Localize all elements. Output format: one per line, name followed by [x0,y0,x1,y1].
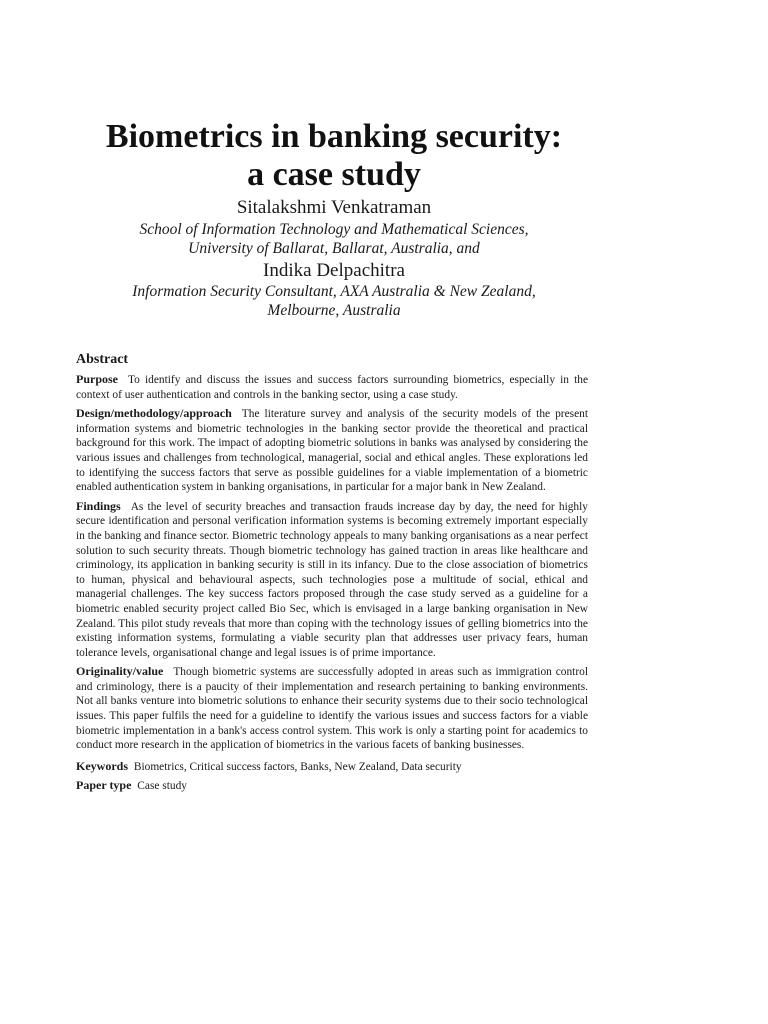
affiliation-2-line-1: Information Security Consultant, AXA Australia & New Zealand, [132,283,536,300]
abstract-design [76,406,588,495]
paper-title [0,118,668,194]
purpose-text: To identify and discuss the issues and success factors surrounding biometrics, especially in the context of user authentication and controls in the banking sector, using a case study. [76,374,588,401]
affiliation-1-line-1: School of Information Technology and Mathematical Sciences, [139,221,529,238]
paper-type-line [76,778,588,794]
keywords-line [76,759,588,775]
purpose-label: Purpose [76,372,118,386]
author-name-2: Indika Delpachitra [263,260,405,281]
findings-text: As the level of security breaches and transaction frauds increase day by day, the need for highly secure identification and personal verification information systems is becoming extremely important especially in the banking and finance sector. Biometric technology appeals to many banking organisations as a near perfect solution to such security threats. Though biometric technology has gained traction in areas like healthcare and criminology, its application in banking security is still in its infancy. Due to the close association of biometrics to human, physical and behavioural aspects, such technologies pose a multitude of social, ethical and managerial challenges. The key success factors proposed through the case study served as a guideline for a biometric enabled security project called Bio Sec, which is envisaged in a large banking organisation in New Zealand. This pilot study reveals that more than coping with the technology issues of gelling biometrics into the existing information systems, formulating a viable security plan that addresses user privacy fears, human tolerance levels, organisational change and legal issues is of prime importance. [76,500,588,659]
paper-type-label: Paper type [76,778,132,793]
paper-type-text: Case study [137,780,187,793]
author-affiliation-1 [0,220,668,258]
abstract-purpose [76,372,588,402]
title-line-1: Biometrics in banking security: [105,118,563,155]
originality-label: Originality/value [76,664,164,679]
abstract-findings [76,499,588,661]
keywords-label: Keywords [76,758,128,773]
findings-label: Findings [76,498,121,513]
author-name-1: Sitalakshmi Venkatraman [236,197,432,218]
abstract-originality [76,664,588,753]
abstract-heading: Abstract [76,352,129,367]
title-line-2: a case study [247,156,421,193]
originality-text: Though biometric systems are successfully adopted in areas such as immigration control and criminology, there is a paucity of their implementation and research pertaining to banking environments. Not all banks venture into biometric solutions to enhance their security systems due to their socio technological issues. This paper fulfils the need for a guideline to identify the various issues and success factors for a viable biometric implementation in a bank's access control system. This work is only a starting point for academics to conduct more research in the application of biometrics in the various facets of banking businesses. [76,666,588,752]
keywords-text: Biometrics, Critical success factors, Banks, New Zealand, Data security [133,760,462,773]
author-affiliation-2 [0,282,668,320]
design-label: Design/methodology/approach [76,406,232,421]
abstract-block [76,352,588,798]
affiliation-1-line-2: University of Ballarat, Ballarat, Australia, and [188,240,480,257]
design-text: The literature survey and analysis of the security models of the present information systems and biometric technologies in the banking sector provide the theoretical and practical background for this work. The impact of adopting biometric solutions in banks was analysed by considering the various issues and challenges from technological, managerial, social and ethical angles. These explorations led to identifying the success factors that serve as possible guidelines for a viable implementation of a biometric enabled authentication system in banking organisations, in particular for a major bank in New Zealand. [76,408,588,494]
affiliation-2-line-2: Melbourne, Australia [267,302,401,319]
